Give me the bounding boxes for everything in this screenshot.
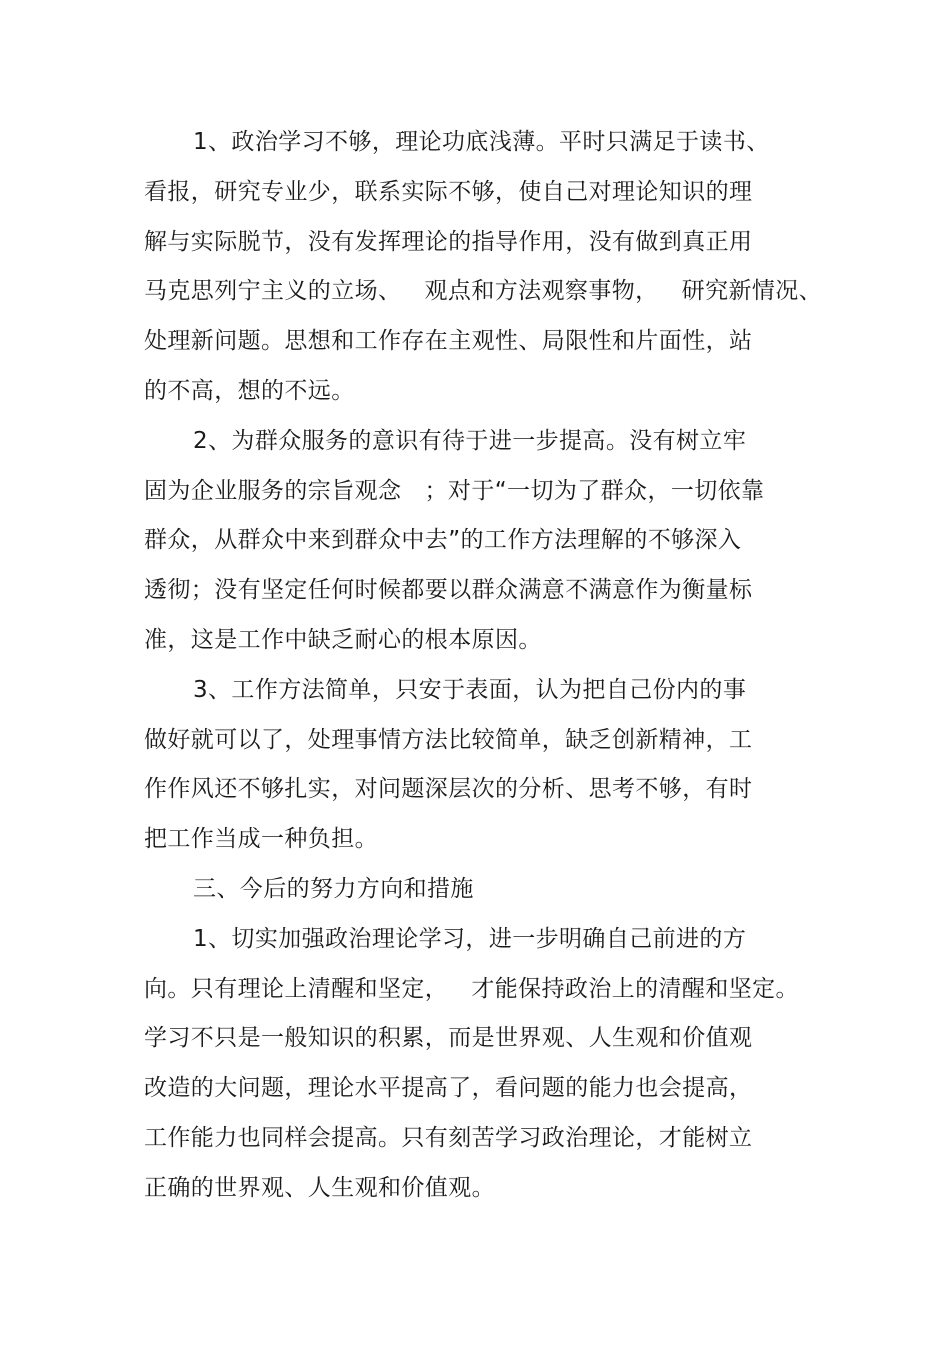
paragraph-line: 准，这是工作中缺乏耐心的根本原因。 [144,627,542,653]
paragraph-line: 1、政治学习不够，理论功底浅薄。平时只满足于读书、 [193,129,770,155]
paragraph-line: 作作风还不够扎实，对问题深层次的分析、思考不够，有时 [144,776,753,802]
paragraph-line: 1、切实加强政治理论学习，进一步明确自己前进的方 [193,926,747,952]
paragraph-line: 马克思列宁主义的立场、 观点和方法观察事物， 研究新情况、 [144,278,823,304]
section-heading: 三、今后的努力方向和措施 [193,876,474,902]
paragraph-line: 看报，研究专业少，联系实际不够，使自己对理论知识的理 [144,179,753,205]
paragraph-line: 学习不只是一般知识的积累，而是世界观、人生观和价值观 [144,1025,753,1051]
paragraph-line: 工作能力也同样会提高。只有刻苦学习政治理论，才能树立 [144,1125,753,1151]
paragraph-line: 3、工作方法简单，只安于表面，认为把自己份内的事 [193,677,747,703]
paragraph-line: 解与实际脱节，没有发挥理论的指导作用，没有做到真正用 [144,229,753,255]
paragraph-line: 群众，从群众中来到群众中去”的工作方法理解的不够深入 [144,527,742,553]
paragraph-line: 做好就可以了，处理事情方法比较简单，缺乏创新精神，工 [144,727,753,753]
paragraph-line: 透彻；没有坚定任何时候都要以群众满意不满意作为衡量标 [144,577,753,603]
paragraph-line: 向。只有理论上清醒和坚定， 才能保持政治上的清醒和坚定。 [144,976,799,1002]
paragraph-line: 2、为群众服务的意识有待于进一步提高。没有树立牢 [193,428,747,454]
paragraph-line: 改造的大问题，理论水平提高了，看问题的能力也会提高， [144,1075,753,1101]
paragraph-line: 正确的世界观、人生观和价值观。 [144,1175,495,1201]
paragraph-line: 处理新问题。思想和工作存在主观性、局限性和片面性，站 [144,328,753,354]
paragraph-line: 的不高，想的不远。 [144,378,355,404]
paragraph-line: 把工作当成一种负担。 [144,826,378,852]
paragraph-line: 固为企业服务的宗旨观念 ；对于“一切为了群众，一切依靠 [144,478,765,504]
